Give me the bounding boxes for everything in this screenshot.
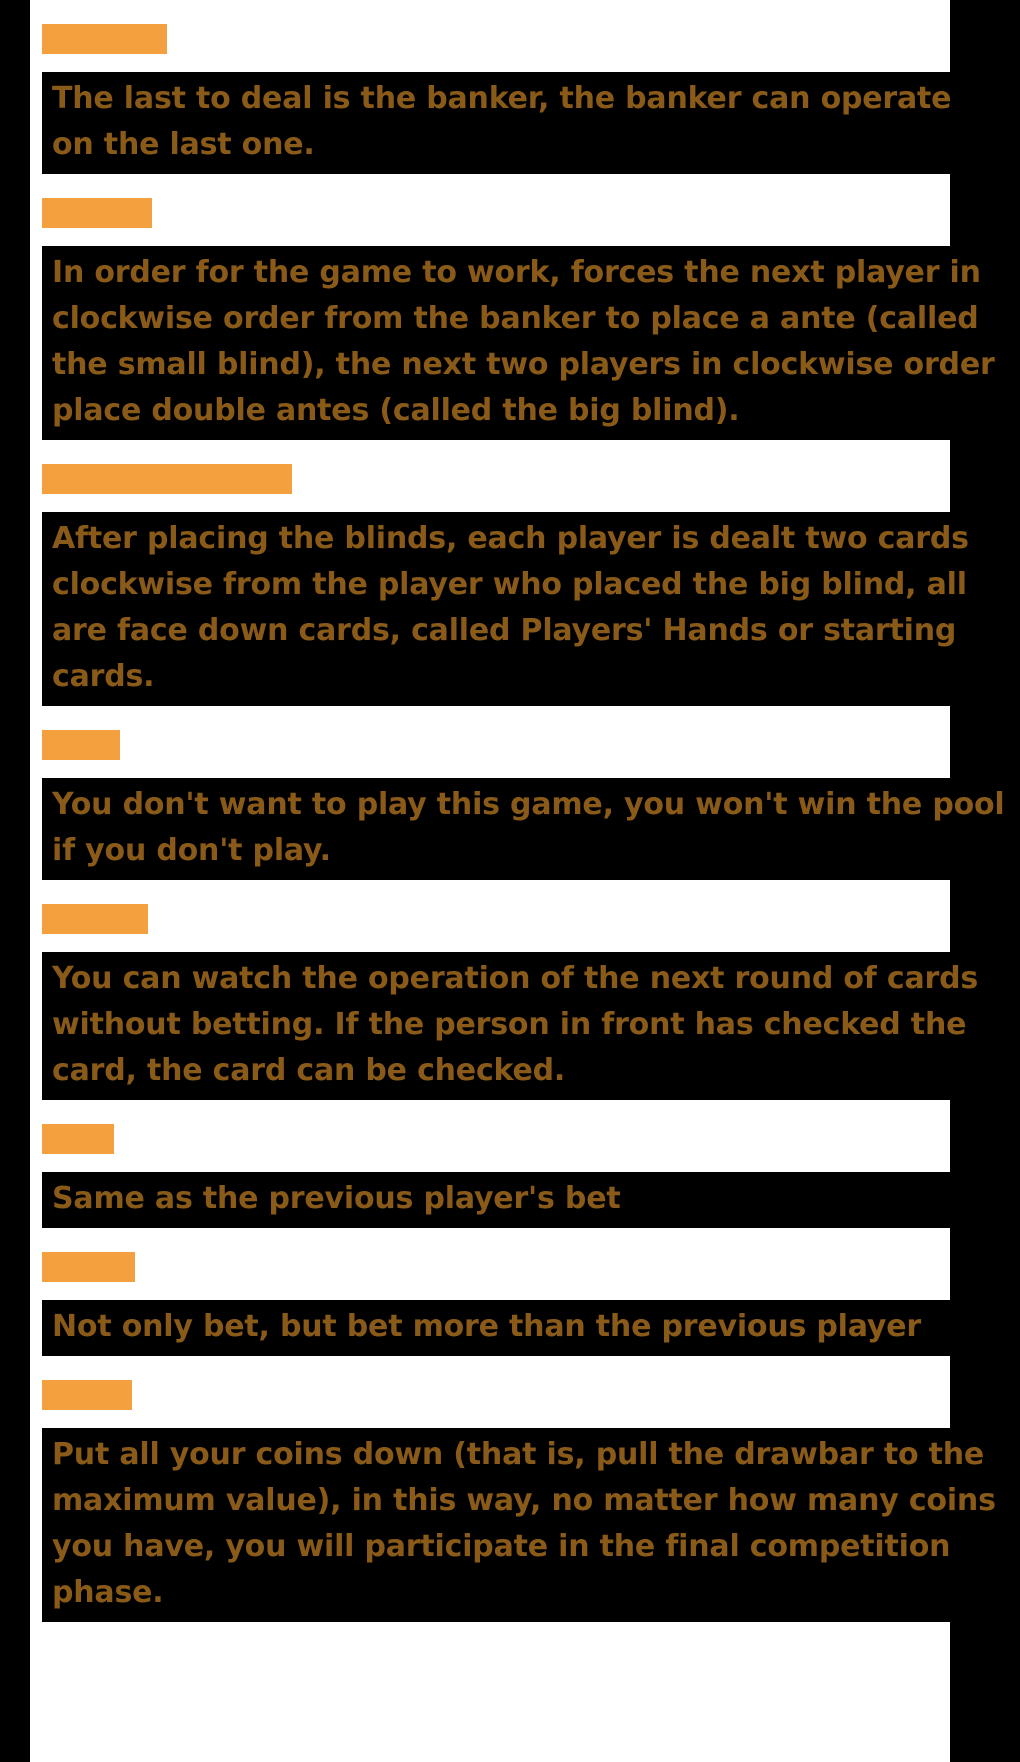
section-body bbox=[42, 246, 995, 440]
section-body-line: Not only bet, but bet more than the previous player bbox=[52, 1309, 921, 1344]
section-body-line: the small blind), the next two players in clockwise order bbox=[52, 347, 995, 382]
section-body bbox=[42, 1172, 950, 1228]
section-body bbox=[42, 1300, 950, 1356]
section-heading-label bbox=[42, 904, 148, 934]
document-section bbox=[30, 1124, 950, 1228]
section-heading-label bbox=[42, 24, 167, 54]
document-page bbox=[30, 0, 1005, 1762]
section-body-line: The last to deal is the banker, the banker can operate bbox=[52, 81, 952, 116]
section-heading-highlight bbox=[42, 1380, 132, 1410]
section-body-line: clockwise from the player who placed the big blind, all bbox=[52, 567, 967, 602]
section-body-line: After placing the blinds, each player is dealt two cards bbox=[52, 521, 969, 556]
section-body-line: phase. bbox=[52, 1575, 164, 1610]
document-section bbox=[30, 1252, 950, 1356]
section-heading-highlight bbox=[42, 904, 148, 934]
section-body-line: clockwise order from the banker to place a ante (called bbox=[52, 301, 979, 336]
document-section bbox=[30, 1380, 996, 1622]
section-body-line: In order for the game to work, forces the next player in bbox=[52, 255, 981, 290]
section-body-line: Put all your coins down (that is, pull the drawbar to the bbox=[52, 1437, 985, 1472]
section-body bbox=[42, 512, 969, 706]
section-body-line: maximum value), in this way, no matter how many coins bbox=[52, 1483, 996, 1518]
section-heading-label bbox=[42, 198, 152, 228]
section-body-line: You can watch the operation of the next round of cards bbox=[52, 961, 979, 996]
section-body-line: are face down cards, called Players' Hands or starting bbox=[52, 613, 957, 648]
section-heading-label bbox=[42, 730, 120, 760]
section-list bbox=[30, 0, 1005, 1622]
section-heading-label bbox=[42, 1252, 135, 1282]
section-heading-highlight bbox=[42, 24, 167, 54]
section-heading-label bbox=[42, 1380, 132, 1410]
section-body-line: on the last one. bbox=[52, 127, 315, 162]
section-body-line: if you don't play. bbox=[52, 833, 331, 868]
document-section bbox=[30, 24, 950, 174]
section-heading-highlight bbox=[42, 730, 120, 760]
section-heading-highlight bbox=[42, 1124, 114, 1154]
document-section bbox=[30, 464, 969, 706]
section-heading-label bbox=[42, 464, 292, 494]
section-heading-label bbox=[42, 1124, 114, 1154]
section-heading-highlight bbox=[42, 198, 152, 228]
section-body-line: you have, you will participate in the final competition bbox=[52, 1529, 951, 1564]
section-body-line: You don't want to play this game, you won't win the pool bbox=[52, 787, 1005, 822]
section-body-line: place double antes (called the big blind). bbox=[52, 393, 740, 428]
section-body bbox=[42, 72, 950, 174]
section-body-line: without betting. If the person in front has checked the bbox=[52, 1007, 967, 1042]
section-body-line: Same as the previous player's bet bbox=[52, 1181, 621, 1216]
section-heading-highlight bbox=[42, 464, 292, 494]
section-heading-highlight bbox=[42, 1252, 135, 1282]
document-section bbox=[30, 730, 1005, 880]
document-section bbox=[30, 198, 995, 440]
section-body bbox=[42, 778, 1005, 880]
document-section bbox=[30, 904, 979, 1100]
section-body-line: card, the card can be checked. bbox=[52, 1053, 566, 1088]
section-body bbox=[42, 952, 979, 1100]
section-body-line: cards. bbox=[52, 659, 155, 694]
section-body bbox=[42, 1428, 996, 1622]
